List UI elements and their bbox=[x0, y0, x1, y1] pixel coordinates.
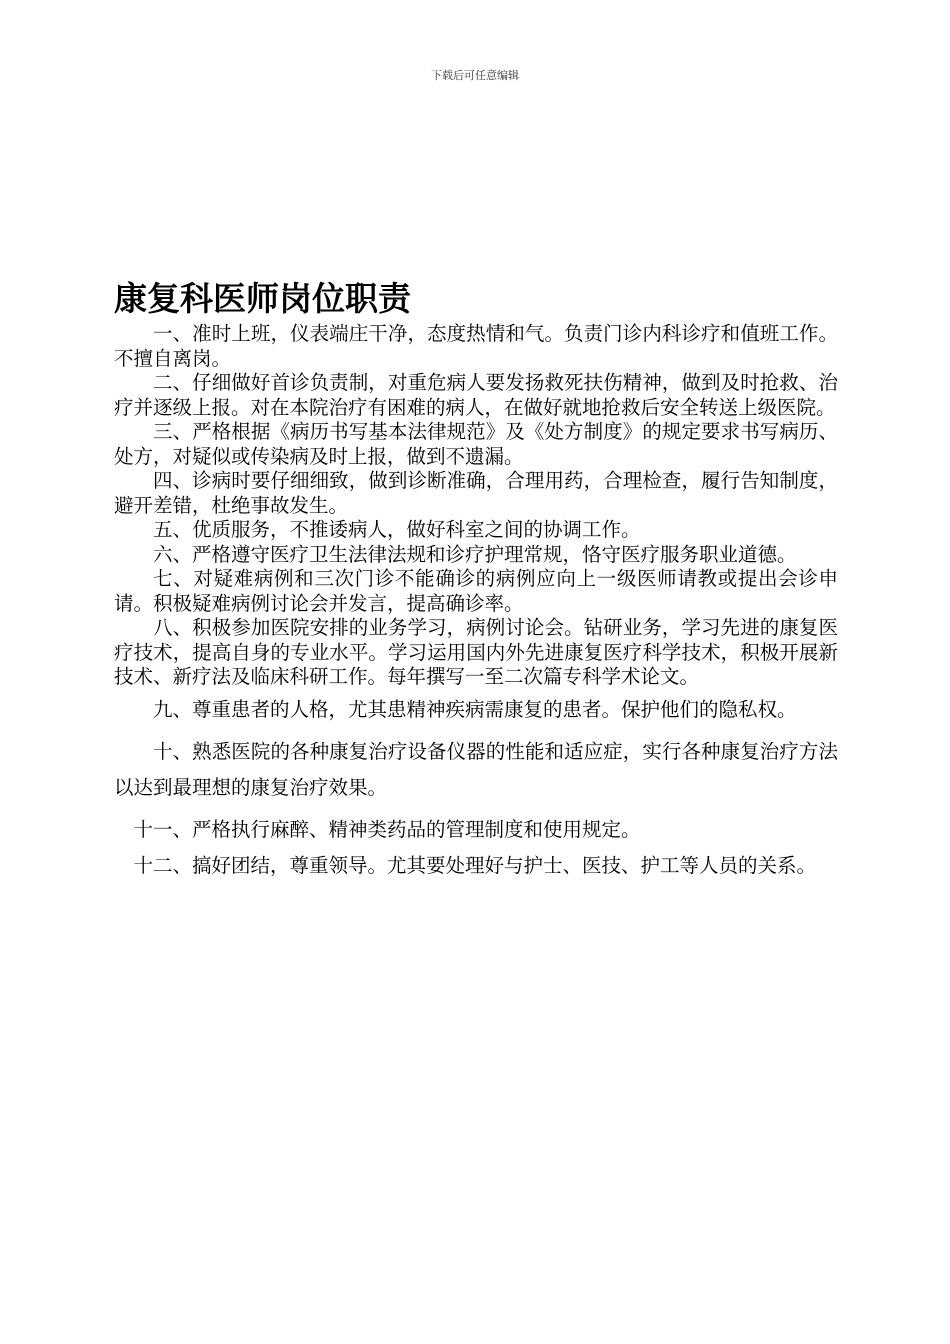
duty-item-4: 四、诊病时要仔细细致，做到诊断准确，合理用药，合理检查，履行告知制度，避开差错，杜绝事故发生。 bbox=[114, 469, 838, 517]
duty-item-8: 八、积极参加医院安排的业务学习，病例讨论会。钻研业务，学习先进的康复医疗技术，提高自身的专业水平。学习运用国内外先进康复医疗科学技术，积极开展新技术、新疗法及临床科研工作。每年撰写一至二次篇专科学术论文。 bbox=[114, 616, 838, 688]
duty-item-9: 九、尊重患者的人格，尤其患精神疾病需康复的患者。保护他们的隐私权。 bbox=[153, 697, 797, 721]
duty-item-2: 二、仔细做好首诊负责制，对重危病人要发扬救死扶伤精神，做到及时抢救、治疗并逐级上报。对在本院治疗有困难的病人，在做好就地抢救后安全转送上级医院。 bbox=[114, 371, 838, 419]
document-body bbox=[114, 322, 838, 878]
duty-item-12: 十二、搞好团结，尊重领导。尤其要处理好与护士、医技、护工等人员的关系。 bbox=[133, 853, 817, 877]
duty-item-6: 六、严格遵守医疗卫生法律法规和诊疗护理常规，恪守医疗服务职业道德。 bbox=[153, 542, 797, 566]
duty-item-11: 十一、严格执行麻醉、精神类药品的管理制度和使用规定。 bbox=[133, 817, 641, 841]
duty-item-5: 五、优质服务，不推诿病人，做好科室之间的协调工作。 bbox=[153, 518, 641, 541]
duty-item-3: 三、严格根据《病历书写基本法律规范》及《处方制度》的规定要求书写病历、处方，对疑似或传染病及时上报，做到不遗漏。 bbox=[114, 420, 838, 468]
duty-item-10: 十、熟悉医院的各种康复治疗设备仪器的性能和适应症，实行各种康复治疗方法以达到最理想的康复治疗效果。 bbox=[114, 739, 838, 799]
header-note: 下载后可任意编辑 bbox=[431, 69, 519, 82]
duty-item-1: 一、准时上班，仪表端庄干净，态度热情和气。负责门诊内科诊疗和值班工作。不擅自离岗。 bbox=[114, 322, 838, 370]
duty-item-7: 七、对疑难病例和三次门诊不能确诊的病例应向上一级医师请教或提出会诊申请。积极疑难病例讨论会并发言，提高确诊率。 bbox=[114, 567, 838, 615]
document-title: 康复科医师岗位职责 bbox=[114, 279, 411, 318]
